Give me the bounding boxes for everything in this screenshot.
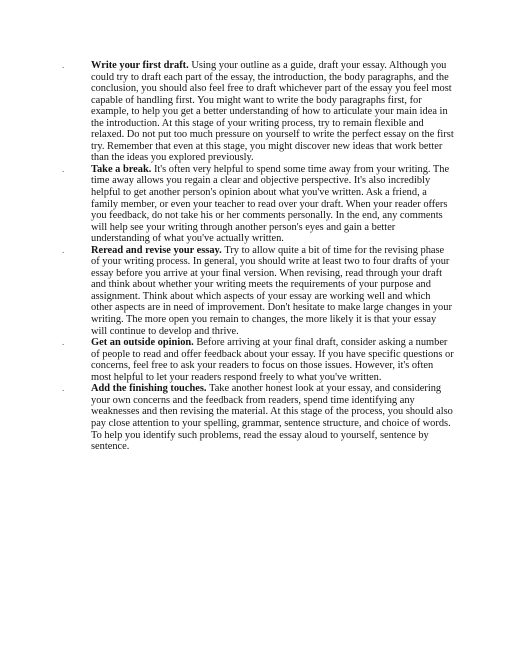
step-add-finishing-touches [62, 383, 454, 452]
bullet-marker: . [62, 337, 65, 348]
step-title: Take a break. [91, 163, 154, 175]
step-title: Add the finishing touches. [91, 383, 210, 395]
bullet-marker: . [62, 60, 65, 70]
step-text: Try to allow quite a bit of time for the revising phase of your writing process. In general, you should write at least two to four drafts of your essay before you arrive at your final version. When revising, read through your draft and think about whether your writing meets the requirements of your purpose and assignment. Think about which aspects of your essay are working well and which other aspects are in need of improvement. Don't hesitate to make large changes in your writing. The more open you remain to changes, the more likely it is that your essay will continue to develop and thrive. [91, 244, 452, 337]
step-text: Take another honest look at your essay, and considering your own concerns and the feedback from readers, spend time identifying any weaknesses and then revising the material. At this stage of the process, you should also pay close attention to your spelling, grammar, sentence structure, and choice of words. To help you identify such problems, read the essay aloud to yourself, sentence by sentence. [91, 383, 453, 453]
step-reread-and-revise [62, 245, 454, 337]
step-title: Write your first draft. [91, 60, 192, 71]
step-take-a-break [62, 164, 454, 245]
step-text: It's often very helpful to spend some time away from your writing. The time away allows you regain a clear and objective perspective. It's also incredibly helpful to get another person's opinion about what you've written. Ask a friend, a family member, or even your teacher to read over your draft. When your reader offers you feedback, do not take his or her comments personally. In the end, any comments will help see your writing through another person's eyes and gain a better understanding of what you've actually written. [91, 163, 450, 245]
step-text: Before arriving at your final draft, consider asking a number of people to read and offer feedback about your essay. If you have specific questions or concerns, feel free to ask your readers to focus on those issues. However, it's often most helpful to let your readers respond freely to what you've written. [91, 337, 454, 383]
step-title: Reread and revise your essay. [91, 244, 225, 256]
step-get-outside-opinion [62, 337, 454, 383]
bullet-marker: . [62, 383, 65, 394]
bullet-marker: . [62, 244, 65, 255]
step-write-first-draft [62, 60, 454, 164]
steps-list [62, 60, 454, 453]
bullet-marker: . [62, 163, 65, 174]
step-title: Get an outside opinion. [91, 337, 197, 349]
step-text: Using your outline as a guide, draft your essay. Although you could try to draft each part of the essay, the introduction, the body paragraphs, and the conclusion, you should also feel free to draft whichever part of the essay you feel most capable of handling first. You might want to write the body paragraphs first, for example, to help you get a better understanding of how to articulate your main idea in the introduction. At this stage of your writing process, try to remain flexible and relaxed. Do not put too much pressure on yourself to write the perfect essay on the first try. Remember that even at this stage, you might discover new ideas that work better than the ideas you explored previously. [91, 60, 454, 164]
